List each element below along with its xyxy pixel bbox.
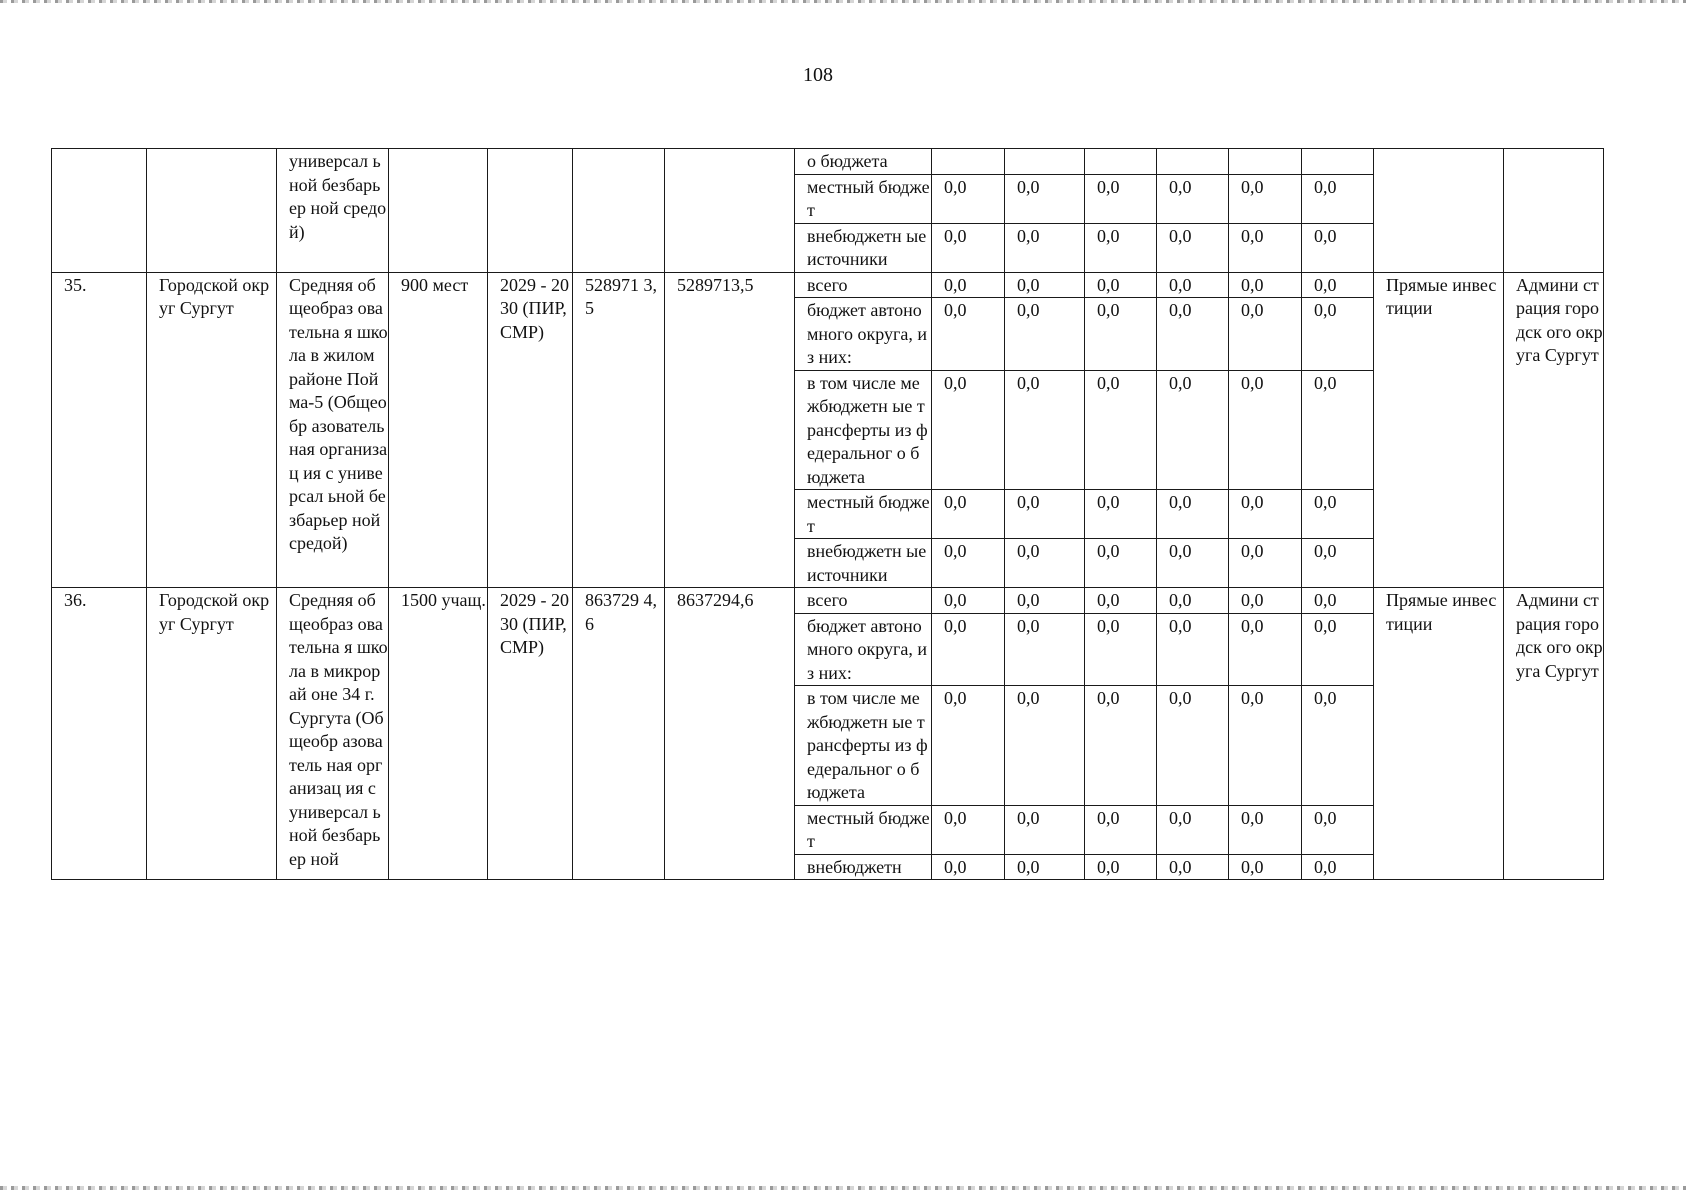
cell-value [1085,149,1157,175]
cell-value: 0,0 [1229,588,1302,614]
cell-source-label: в том числе межбюджетн ые трансферты из федеральног о бюджета [795,686,932,806]
cell-value: 0,0 [932,298,1005,371]
cell-value: 0,0 [1005,272,1085,298]
cell-value: 0,0 [932,174,1005,223]
cell-value: 0,0 [1229,272,1302,298]
cell-value: 0,0 [1085,854,1157,880]
cell-period [488,149,573,273]
cell-value: 0,0 [1085,805,1157,854]
cell-cost [573,149,665,273]
cell-value: 0,0 [932,490,1005,539]
cell-value: 0,0 [1005,370,1085,490]
cell-capacity: 1500 учащ. [389,588,488,880]
cell-value: 0,0 [1229,686,1302,806]
cell-source-label: бюджет автономного округа, из них: [795,298,932,371]
cell-value: 0,0 [1302,613,1374,686]
cell-value: 0,0 [1005,854,1085,880]
cell-value: 0,0 [932,854,1005,880]
cell-value: 0,0 [1302,588,1374,614]
cell-municipality [147,149,277,273]
cell-value: 0,0 [1005,174,1085,223]
cell-remaining: 8637294,6 [665,588,795,880]
cell-value: 0,0 [1302,223,1374,272]
cell-value: 0,0 [1085,370,1157,490]
cell-value: 0,0 [1085,174,1157,223]
cell-value: 0,0 [1157,223,1229,272]
cell-value [1005,149,1085,175]
cell-value: 0,0 [1005,613,1085,686]
cell-value: 0,0 [1085,223,1157,272]
cell-no [52,149,147,273]
cell-capacity [389,149,488,273]
cell-value: 0,0 [1229,490,1302,539]
cell-value: 0,0 [1229,539,1302,588]
cell-object: Средняя общеобраз овательна я школа в микрорай оне 34 г. Сургута (Общеобр азователь ная организац ия с универсал ьной безбарьер ной [277,588,389,880]
cell-value: 0,0 [1302,490,1374,539]
cell-source-label: внебюджетн ые источники [795,223,932,272]
cell-value: 0,0 [1229,805,1302,854]
cell-object: Средняя общеобраз овательна я школа в жилом районе Пойма-5 (Общеобр азователь ная организац ия с универсал ьной безбарьер ной средой) [277,272,389,588]
cell-value: 0,0 [1302,298,1374,371]
cell-municipality: Городской округ Сургут [147,588,277,880]
cell-capacity: 900 мест [389,272,488,588]
cell-value: 0,0 [1085,298,1157,371]
cell-value: 0,0 [1302,539,1374,588]
cell-value: 0,0 [1157,272,1229,298]
cell-remaining: 5289713,5 [665,272,795,588]
cell-cost: 528971 3,5 [573,272,665,588]
cell-responsible: Админи страция городск ого округа Сургут [1504,588,1604,880]
scan-edge-top [0,0,1686,3]
cell-value: 0,0 [1229,854,1302,880]
cell-mechanism: Прямые инвестиции [1374,588,1504,880]
cell-value: 0,0 [1005,686,1085,806]
cell-value: 0,0 [1302,805,1374,854]
cell-value: 0,0 [1157,298,1229,371]
scan-edge-bottom [0,1186,1686,1190]
cell-value: 0,0 [1302,370,1374,490]
cell-value: 0,0 [1229,223,1302,272]
cell-mechanism [1374,149,1504,273]
cell-source-label: бюджет автономного округа, из них: [795,613,932,686]
cell-mechanism: Прямые инвестиции [1374,272,1504,588]
cell-value: 0,0 [1157,854,1229,880]
cell-value: 0,0 [1005,805,1085,854]
cell-period: 2029 - 2030 (ПИР, СМР) [488,272,573,588]
cell-value: 0,0 [1005,298,1085,371]
cell-value [1302,149,1374,175]
table-row [52,588,1604,614]
cell-value: 0,0 [1302,174,1374,223]
cell-no: 36. [52,588,147,880]
cell-value: 0,0 [1085,686,1157,806]
cell-value [1229,149,1302,175]
cell-source-label: всего [795,588,932,614]
cell-value: 0,0 [1005,223,1085,272]
cell-remaining [665,149,795,273]
cell-source-label: всего [795,272,932,298]
cell-value: 0,0 [1005,539,1085,588]
cell-value: 0,0 [1229,613,1302,686]
cell-value: 0,0 [932,223,1005,272]
cell-value: 0,0 [1005,490,1085,539]
cell-value: 0,0 [932,370,1005,490]
cell-value: 0,0 [1302,272,1374,298]
cell-value: 0,0 [932,613,1005,686]
cell-value: 0,0 [1157,805,1229,854]
cell-value: 0,0 [1302,686,1374,806]
cell-value: 0,0 [1005,588,1085,614]
cell-value: 0,0 [1085,588,1157,614]
cell-value: 0,0 [1085,539,1157,588]
cell-value: 0,0 [932,539,1005,588]
cell-source-label: внебюджетн ые источники [795,539,932,588]
page-number: 108 [803,64,833,86]
cell-value: 0,0 [1302,854,1374,880]
cell-municipality: Городской округ Сургут [147,272,277,588]
cell-source-label: местный бюджет [795,805,932,854]
cell-value: 0,0 [1157,370,1229,490]
cell-value: 0,0 [1157,613,1229,686]
cell-value: 0,0 [1229,298,1302,371]
cell-value: 0,0 [932,588,1005,614]
cell-value: 0,0 [1157,174,1229,223]
table-row [52,272,1604,298]
cell-value: 0,0 [1157,490,1229,539]
cell-period: 2029 - 2030 (ПИР, СМР) [488,588,573,880]
cell-value [1157,149,1229,175]
cell-value: 0,0 [932,805,1005,854]
cell-source-label: в том числе межбюджетн ые трансферты из федеральног о бюджета [795,370,932,490]
cell-cost: 863729 4,6 [573,588,665,880]
cell-value: 0,0 [1157,539,1229,588]
cell-value: 0,0 [1085,613,1157,686]
cell-object: универсал ьной безбарьер ной средой) [277,149,389,273]
cell-source-label: местный бюджет [795,490,932,539]
cell-responsible: Админи страция городск ого округа Сургут [1504,272,1604,588]
financing-table [51,148,1604,880]
cell-value: 0,0 [932,686,1005,806]
table-row [52,149,1604,175]
cell-value: 0,0 [932,272,1005,298]
cell-value: 0,0 [1157,686,1229,806]
cell-value: 0,0 [1085,272,1157,298]
cell-value: 0,0 [1229,174,1302,223]
cell-source-label: о бюджета [795,149,932,175]
cell-responsible [1504,149,1604,273]
cell-value [932,149,1005,175]
cell-value: 0,0 [1229,370,1302,490]
cell-no: 35. [52,272,147,588]
cell-source-label: внебюджетн [795,854,932,880]
cell-value: 0,0 [1085,490,1157,539]
cell-source-label: местный бюджет [795,174,932,223]
cell-value: 0,0 [1157,588,1229,614]
